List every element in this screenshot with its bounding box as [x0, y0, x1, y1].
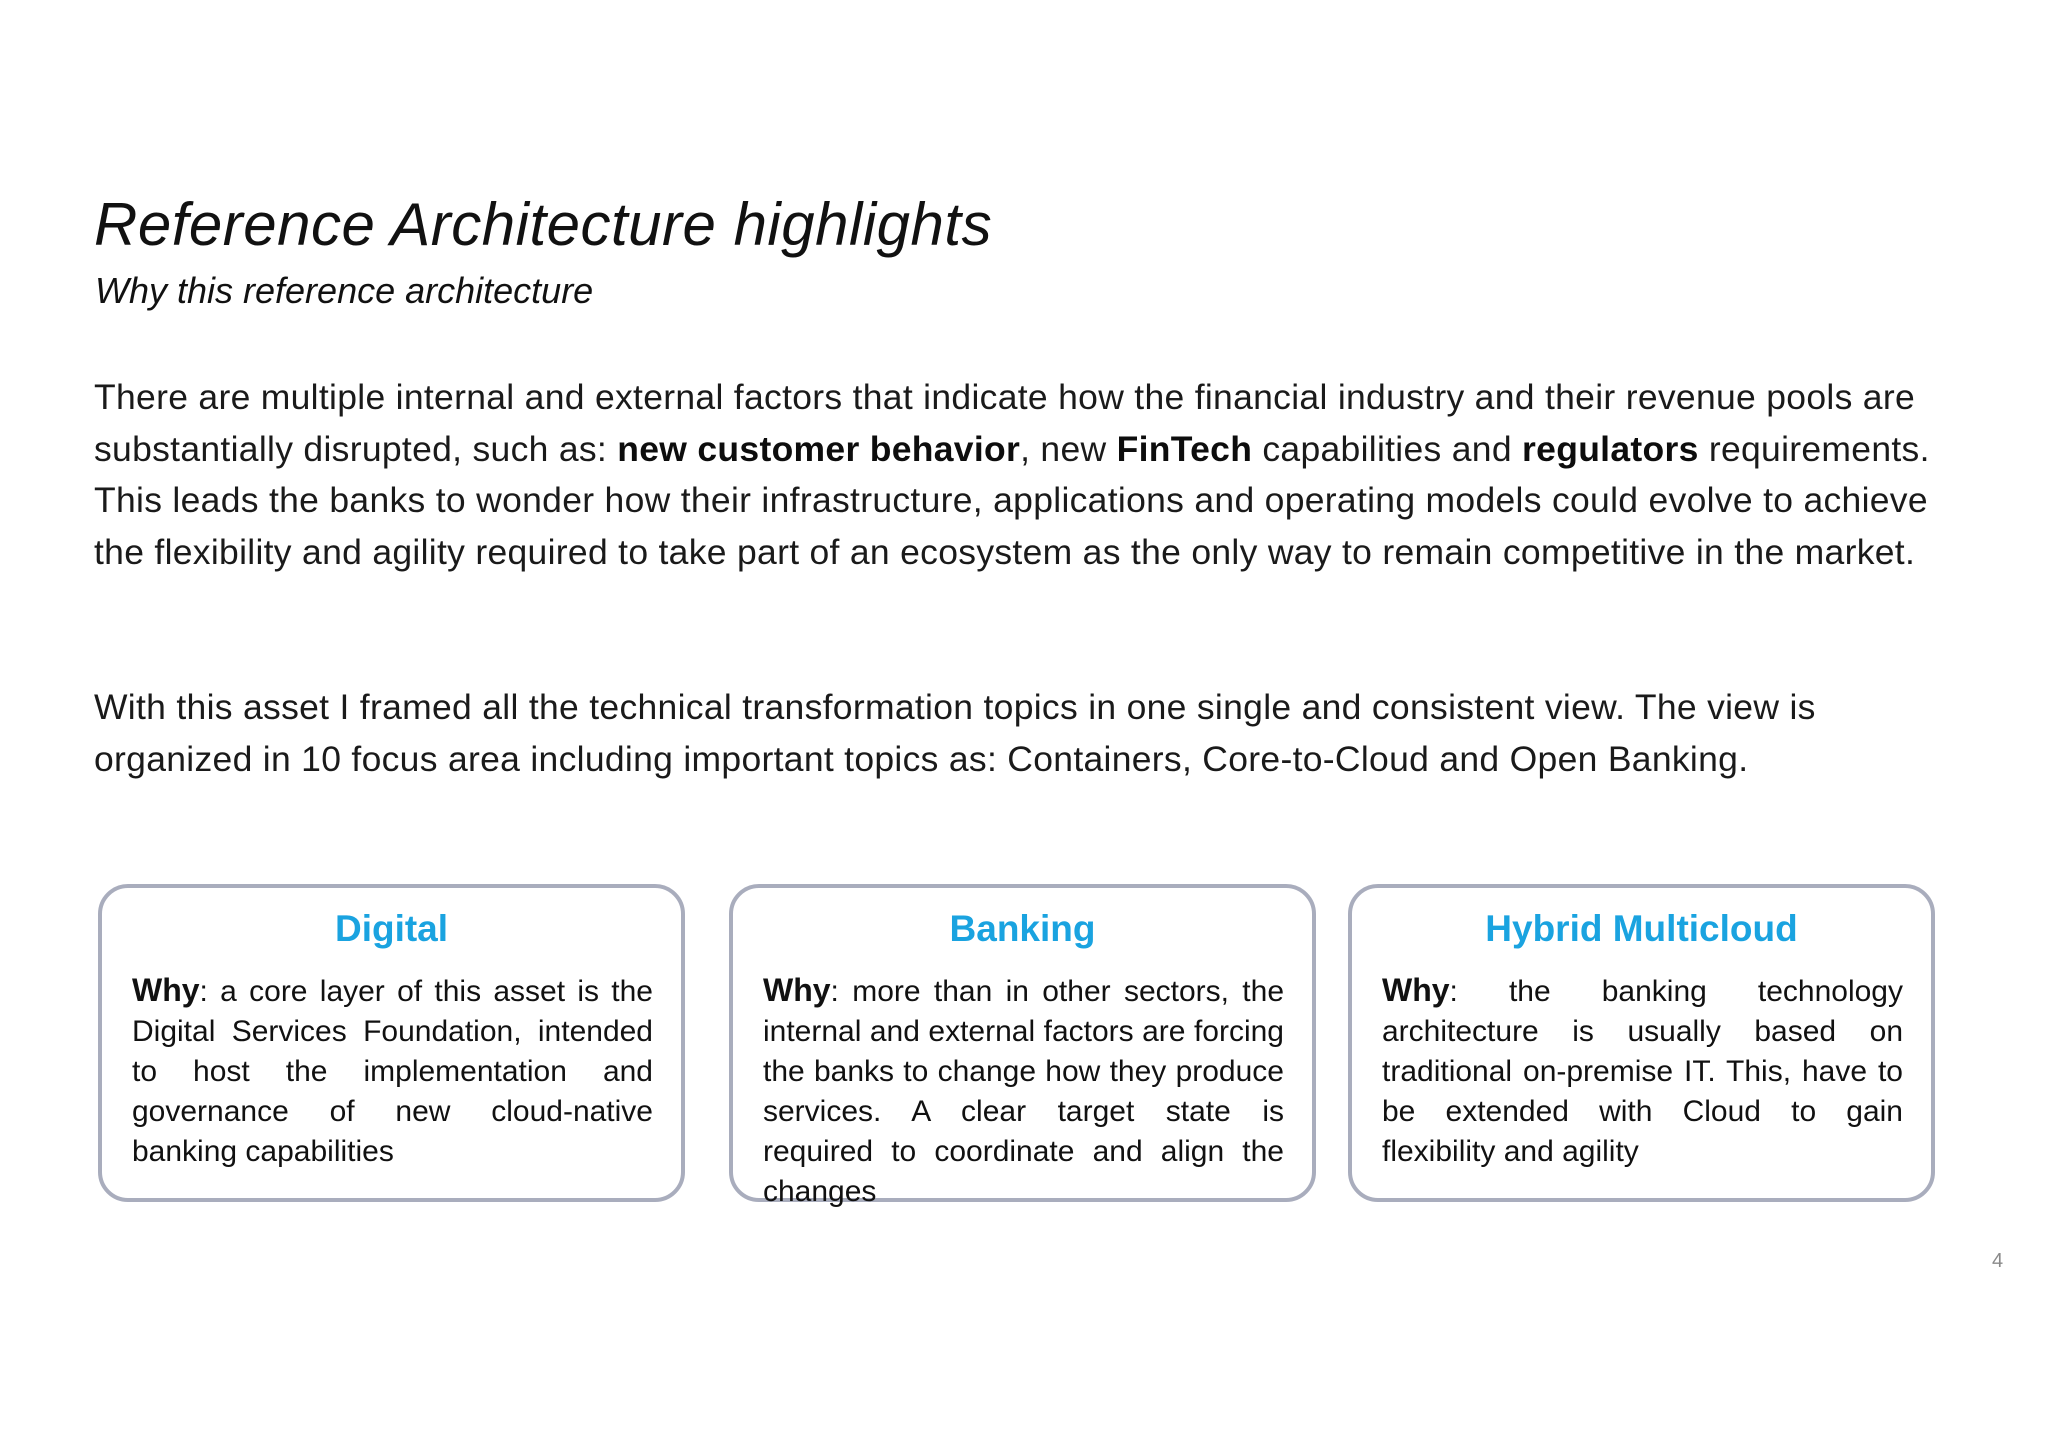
card-text: : more than in other sectors, the internal and external factors are forcing the banks to change how they produce services. A clear target state is required to coordinate and align the changes [763, 975, 1284, 1208]
card-text: : the banking technology architecture is usually based on traditional on-premise IT. This, have to be extended with Cloud to gain flexibility and agility [1382, 975, 1903, 1168]
card-banking [729, 884, 1316, 1208]
page-title: Reference Architecture highlights [94, 191, 993, 258]
card-title: Hybrid Multicloud [1485, 908, 1798, 949]
card-text: : a core layer of this asset is the Digital Services Foundation, intended to host the implementation and governance of new cloud-native banking capabilities [132, 975, 653, 1168]
card-hybrid-multicloud [1348, 884, 1935, 1202]
card-digital [98, 884, 685, 1202]
intro-text-2: , new [1020, 428, 1117, 469]
intro-text-4: requirements. This leads the banks to wonder how their infrastructure, applications and operating models could evolve to achieve the flexibility and agility required to take part of an ecosystem as the only way to remain competitive in the market. [94, 428, 1930, 572]
intro-text-1: There are multiple internal and external factors that indicate how the financial industry and their revenue pools are substantially disrupted, such as: [94, 377, 1915, 469]
why-label: Why [1382, 972, 1450, 1008]
highlight-customer-behavior: new customer behavior [617, 428, 1021, 469]
page-number: 4 [1992, 1250, 2004, 1272]
page-subtitle: Why this reference architecture [95, 270, 594, 311]
card-body [1382, 970, 1903, 1172]
highlight-fintech: FinTech [1116, 428, 1253, 469]
intro-text-3: capabilities and [1252, 428, 1523, 469]
card-title: Banking [949, 908, 1096, 949]
highlight-regulators: regulators [1522, 428, 1699, 469]
why-label: Why [763, 972, 831, 1008]
why-label: Why [132, 972, 200, 1008]
card-title: Digital [334, 908, 449, 949]
intro-paragraph [94, 372, 1964, 578]
card-body [132, 970, 653, 1172]
asset-paragraph: With this asset I framed all the technical transformation topics in one single and consistent view. The view is organized in 10 focus area including important topics as: Containers, Core-to-Cloud and Open Banking. [94, 687, 1816, 779]
card-body [763, 970, 1284, 1212]
